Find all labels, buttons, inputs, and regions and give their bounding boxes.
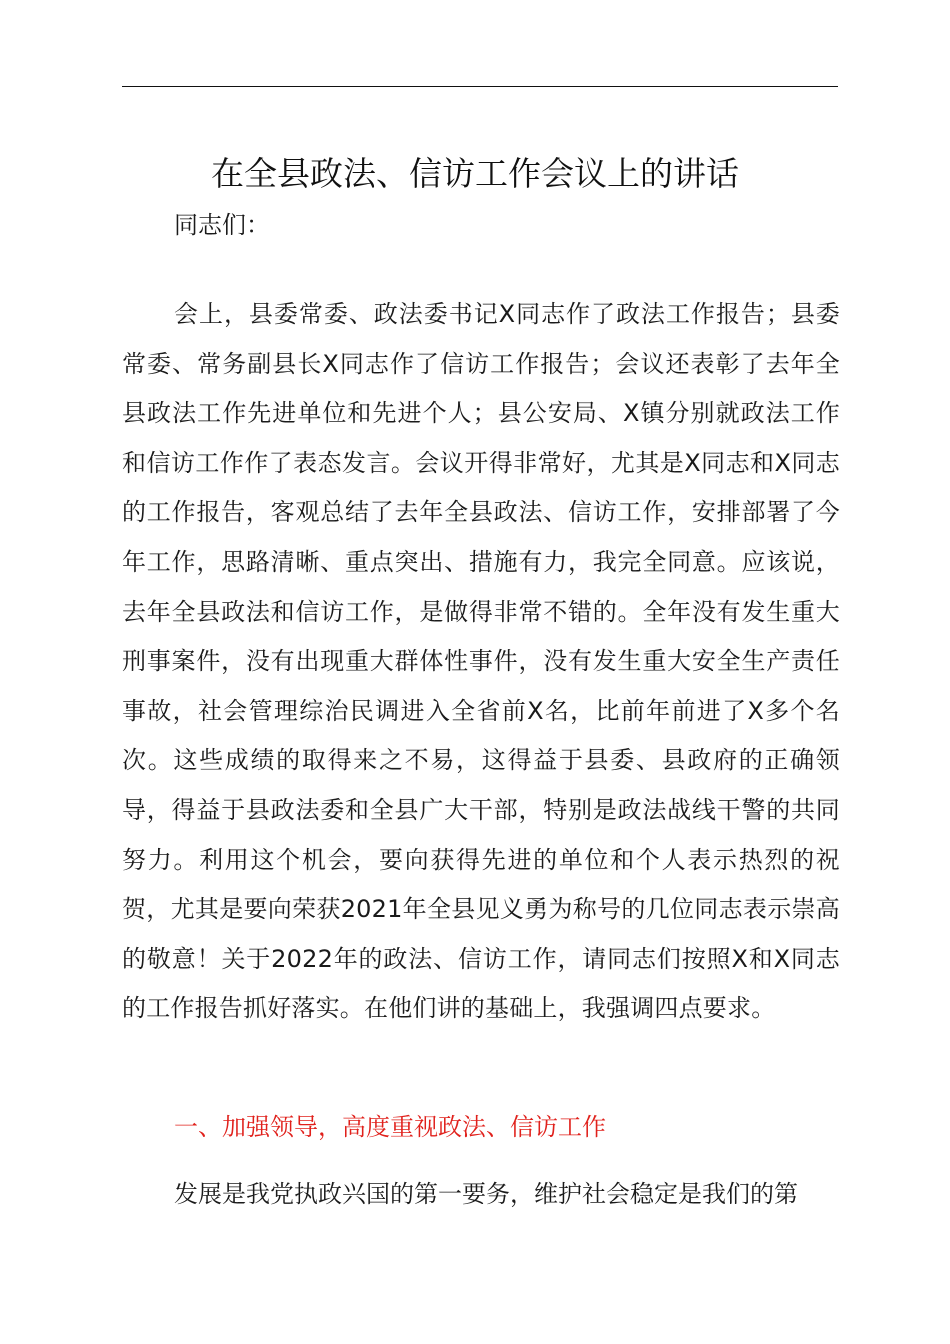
- section-heading-1: 一、加强领导，高度重视政法、信访工作: [174, 1113, 606, 1141]
- document-title: 在全县政法、信访工作会议上的讲话: [211, 154, 739, 193]
- salutation: 同志们：: [174, 211, 270, 239]
- body-paragraph-2: 发展是我党执政兴国的第一要务，维护社会稳定是我们的第: [174, 1180, 798, 1208]
- body-paragraph-1: 会上，县委常委、政法委书记X同志作了政法工作报告；县委常委、常务副县长X同志作了信访工作报告；会议还表彰了去年全县政法工作先进单位和先进个人；县公安局、X镇分别就政法工作和信访工作作了表态发言。会议开得非常好，尤其是X同志和X同志的工作报告，客观总结了去年全县政法、信访工作，安排部署了今年工作，思路清晰、重点突出、措施有力，我完全同意。应该说，去年全县政法和信访工作，是做得非常不错的。全年没有发生重大刑事案件，没有出现重大群体性事件，没有发生重大安全生产责任事故，社会管理综治民调进入全省前X名，比前年前进了X多个名次。这些成绩的取得来之不易，这得益于县委、县政府的正确领导，得益于县政法委和全县广大干部，特别是政法战线干警的共同努力。利用这个机会，要向获得先进的单位和个人表示热烈的祝贺，尤其是要向荣获2021年全县见义勇为称号的几位同志表示崇高的敬意！关于2022年的政法、信访工作，请同志们按照X和X同志的工作报告抓好落实。在他们讲的基础上，我强调四点要求。: [122, 300, 840, 1023]
- header-rule: [122, 86, 838, 87]
